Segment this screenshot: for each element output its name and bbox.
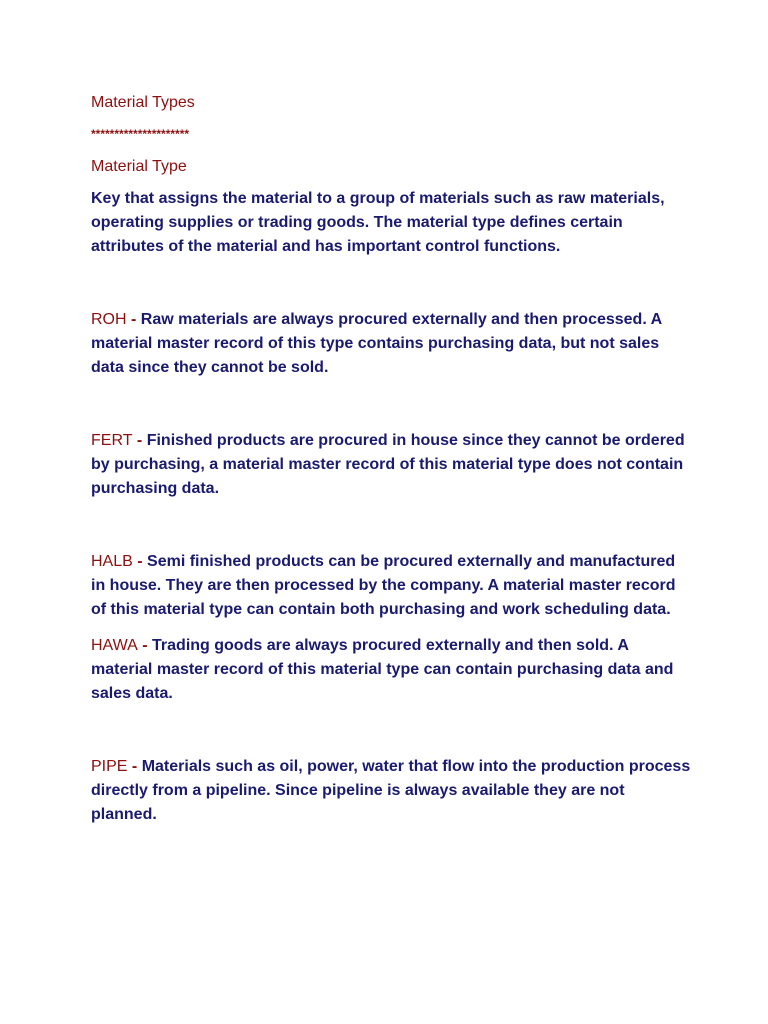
entry-pipe: [91, 755, 691, 827]
entry-separator: -: [132, 432, 147, 449]
entry-code: ROH: [91, 311, 127, 328]
document-title: Material Types: [91, 94, 195, 111]
entry-description: Finished products are procured in house since they cannot be ordered by purchasing, a material master record of this material type does not contain purchasing data.: [91, 432, 685, 497]
entry-halb: [91, 550, 691, 622]
entry-description: Materials such as oil, power, water that flow into the production process directly from a pipeline. Since pipeline is always available they are not planned.: [91, 758, 691, 823]
entry-code: HAWA: [91, 637, 138, 654]
definition-paragraph: Key that assigns the material to a group of materials such as raw materials, operating supplies or trading goods. The material type defines certain attributes of the material and has important control functions.: [91, 190, 665, 255]
entry-separator: -: [126, 311, 141, 328]
entry-separator: -: [137, 637, 153, 654]
entry-code: HALB: [91, 553, 133, 570]
section-heading: Material Type: [91, 158, 187, 175]
entry-separator: -: [127, 758, 142, 775]
entry-description: Trading goods are always procured externally and then sold. A material master record of this material type can contain purchasing data and sales data.: [91, 637, 674, 702]
entry-hawa: [91, 634, 691, 706]
document-page: [91, 92, 691, 827]
stars-divider: *********************: [91, 127, 190, 141]
entry-roh: [91, 308, 691, 380]
entry-fert: [91, 429, 691, 501]
entry-code: PIPE: [91, 758, 128, 775]
entry-description: Semi finished products can be procured externally and manufactured in house. They are then processed by the company. A material master record of this material type can contain both purchasing and work scheduling data.: [91, 553, 676, 618]
entry-separator: -: [132, 553, 148, 570]
entry-code: FERT: [91, 432, 133, 449]
entry-description: Raw materials are always procured externally and then processed. A material master record of this type contains purchasing data, but not sales data since they cannot be sold.: [91, 311, 662, 376]
